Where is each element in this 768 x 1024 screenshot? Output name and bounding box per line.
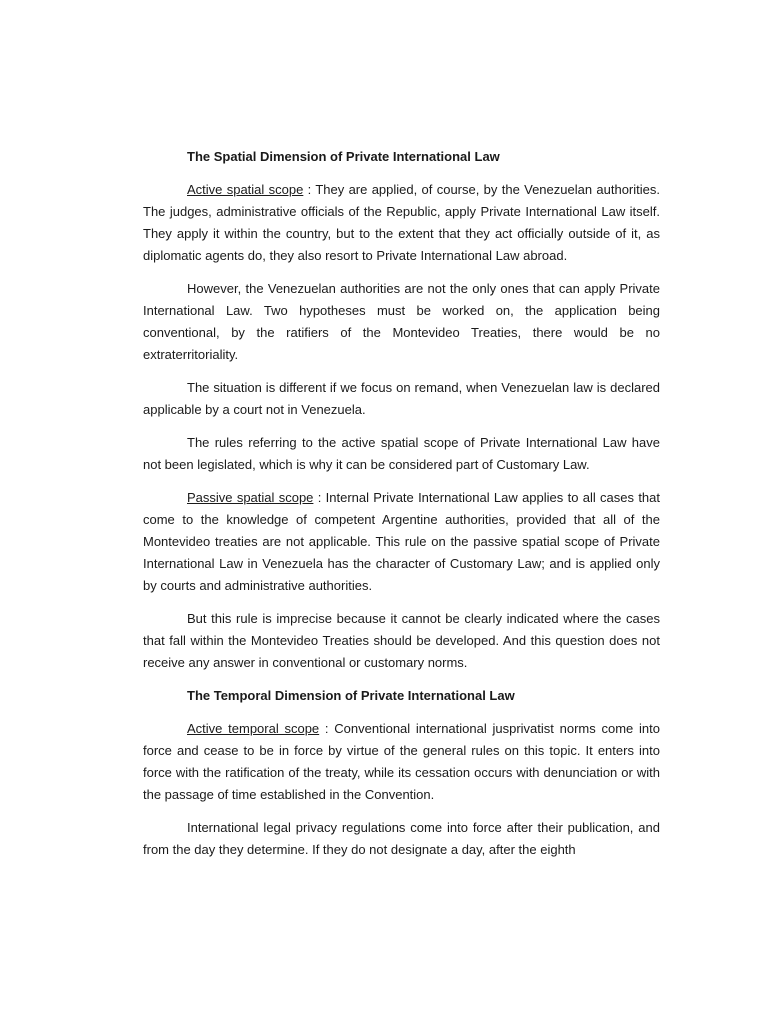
section-heading: The Temporal Dimension of Private International Law <box>187 688 515 703</box>
paragraph <box>143 377 660 421</box>
paragraph <box>143 608 660 674</box>
paragraph-text: The situation is different if we focus on remand, when Venezuelan law is declared applicable by a court not in Venezuela. <box>143 380 660 417</box>
paragraph-text: : Internal Private International Law applies to all cases that come to the knowledge of competent Argentine authorities, provided that all of the Montevideo treaties are not applicable. This rule on the passive spatial scope of Private International Law in Venezuela has the character of Customary Law; and is applied only by courts and administrative authorities. <box>143 490 660 593</box>
section-temporal-dimension <box>143 685 660 861</box>
paragraph-text: But this rule is imprecise because it cannot be clearly indicated where the cases that fall within the Montevideo Treaties should be developed. And this question does not receive any answer in conventional or customary norms. <box>143 611 660 670</box>
paragraph-text: : They are applied, of course, by the Venezuelan authorities. The judges, administrative officials of the Republic, apply Private International Law itself. They apply it within the country, but to the extent that they act officially outside of it, as diplomatic agents do, they also resort to Private International Law abroad. <box>143 182 660 263</box>
paragraph-text: The rules referring to the active spatial scope of Private International Law have not been legislated, which is why it can be considered part of Customary Law. <box>143 435 660 472</box>
document-page <box>143 146 660 872</box>
term-active-spatial-scope: Active spatial scope <box>187 182 304 197</box>
paragraph <box>143 817 660 861</box>
term-passive-spatial-scope: Passive spatial scope <box>187 490 314 505</box>
paragraph-active-spatial-scope <box>143 179 660 267</box>
section-spatial-dimension <box>143 146 660 674</box>
paragraph <box>143 432 660 476</box>
section-heading: The Spatial Dimension of Private International Law <box>187 149 500 164</box>
paragraph-active-temporal-scope <box>143 718 660 806</box>
paragraph-text: : Conventional international jusprivatist norms come into force and cease to be in force by virtue of the general rules on this topic. It enters into force with the ratification of the treaty, while its cessation occurs with denunciation or with the passage of time established in the Convention. <box>143 721 660 802</box>
paragraph-passive-spatial-scope <box>143 487 660 597</box>
paragraph <box>143 278 660 366</box>
paragraph-text: International legal privacy regulations come into force after their publication, and from the day they determine. If they do not designate a day, after the eighth <box>143 820 660 857</box>
paragraph-text: However, the Venezuelan authorities are not the only ones that can apply Private International Law. Two hypotheses must be worked on, the application being conventional, by the ratifiers of the Montevideo Treaties, there would be no extraterritoriality. <box>143 281 660 362</box>
term-active-temporal-scope: Active temporal scope <box>187 721 320 736</box>
